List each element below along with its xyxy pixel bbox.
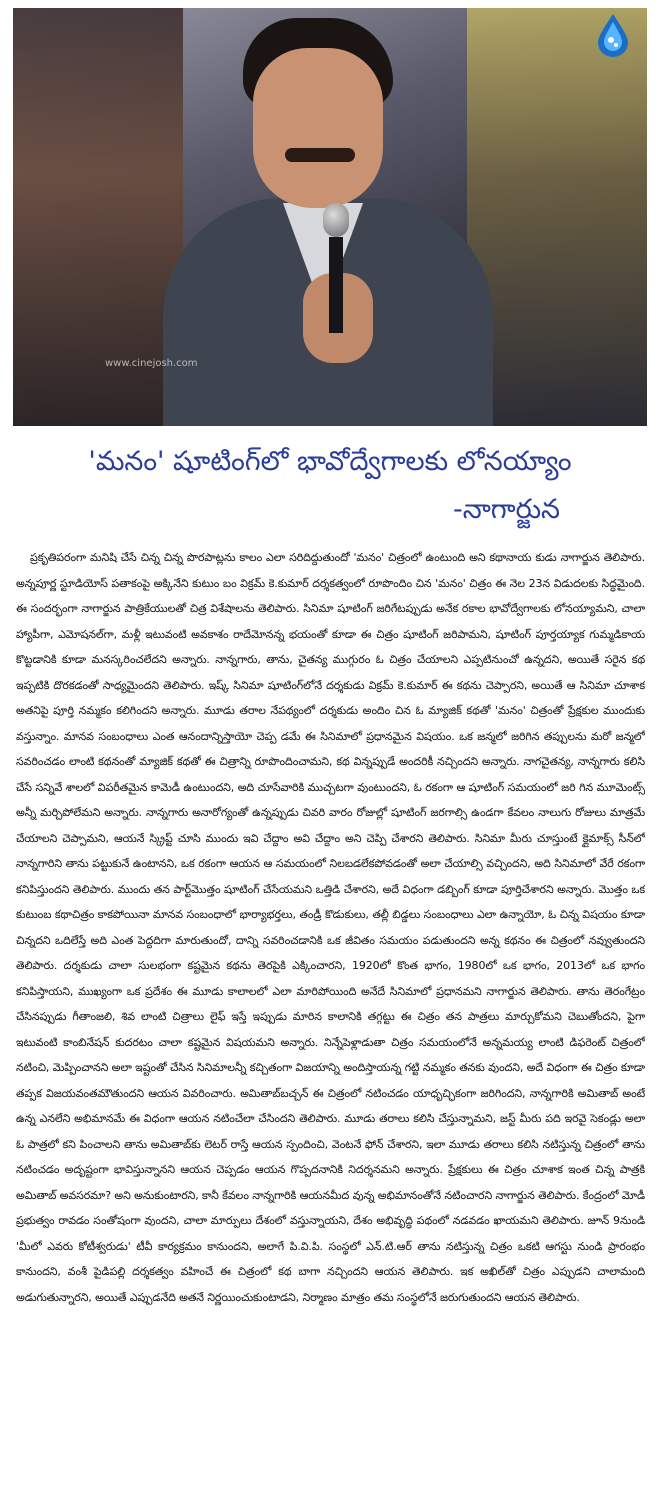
photo-watermark: www.cinejosh.com (105, 358, 198, 369)
microphone-handle (329, 237, 343, 333)
microphone-icon (323, 203, 349, 333)
hero-photo (13, 8, 647, 426)
headline-title: 'మనం' షూటింగ్‌లో భావోద్వేగాలకు లోనయ్యాం (88, 446, 572, 477)
article-headline (0, 438, 660, 534)
drop-logo-icon[interactable] (590, 12, 636, 58)
microphone-head (323, 203, 349, 237)
person-face (253, 48, 383, 208)
photo-background-right (467, 8, 647, 426)
drop-logo-svg (590, 12, 636, 58)
headline-byline: -నాగార్జున (453, 494, 560, 525)
person-moustache (285, 148, 355, 162)
article-body: ప్రకృతిపరంగా మనిషి చేసే చిన్న చిన్న పొరపాట్లను కాలం ఎలా సరిదిద్దుతుందో 'మనం' చిత్రంలో ఉంటుంది అని కథానాయ కుడు నాగార్జున తెలిపారు. అన్నపూర్ణ స్టూడియోస్ పతాకంపై అక్కినేని కుటుం బం విక్రమ్ కె.కుమార్ దర్శకత్వంలో రూపొందిం చిన 'మనం' చిత్రం ఈ నెల 23న విడుదలకు సిద్ధమైంది. ఈ సందర్భంగా నాగార్జున పాత్రికేయులతో చిత్ర విశేషాలను తెలిపారు. సినిమా షూటింగ్ జరిగేటప్పుడు అనేక రకాల భావోద్వేగాలకు లోనయ్యామని, చాలా హ్యాపీగా, ఎమోషనల్‌గా, మళ్లీ ఇటువంటి అవకాశం రాదేమోనన్న భయంతో కూడా ఈ చిత్రం షూటింగ్ జరిపామని, షూటింగ్ పూర్తయ్యాక గుమ్మడికాయ కొట్టడానికి కూడా మనస్కరించలేదని అన్నారు. నాన్నగారు, తాను, చైతన్య ముగ్గురం ఓ చిత్రం చేయాలని ఎప్పటినుంచో ఉన్నదని, అయితే సరైన కథ ఇప్పటికి దొరకడంతో సాధ్యమైందని తెలిపారు. ఇష్క్ సినిమా షూటింగ్‌లోనే దర్శకుడు విక్రమ్ కె.కుమార్ ఈ కథను చెప్పారని, అయితే ఆ సినిమా చూశాక అతనిపై పూర్తి నమ్మకం కలిగిందని అన్నారు. మూడు తరాల నేపథ్యంలో దర్శకుడు అందిం చిన ఓ మ్యాజిక్ కథతో 'మనం' చిత్రంతో ప్రేక్షకుల ముందుకు వస్తున్నాం. మానవ సంబంధాలు ఎంత ఆనందాన్నిస్తాయో చెప్ప డమే ఈ సినిమాలో ప్రధానమైన విషయం. ఒక జన్మలో జరిగిన తప్పులను మరో జన్మలో సవరించడం లాంటి కథనంతో మ్యాజిక్ కథతో ఈ చిత్రాన్ని రూపొందించామని, కథ విన్నప్పుడే అందరికీ నచ్చిందని అన్నారు. నాగచైతన్య, నాన్నగారు కలిసి చేసే సన్నివే శాలలో విపరీతమైన కామెడీ ఉంటుందని, అది చూసేవారికి ముచ్చటగా వుంటుందని, ఓ రకంగా ఆ షూటింగ్ సమయంలో జరి గిన మూమెంట్స్ అన్నీ మర్చిపోలేమని అన్నారు. నాన్నగారు అనారోగ్యంతో ఉన్నప్పుడు చివరి వారం రోజుల్లో షూటింగ్ జరగాల్సి ఉండగా కేవలం నాలుగు రోజులు మాత్రమే చేయాలని చెప్పామని, ఆయనే స్క్రిప్ట్ చూసి ముందు ఇవి చేద్దాం అవి చేద్దాం అని చెప్పి చేశారని తెలిపారు. సినిమా మీరు చూస్తుంటే క్లైమాక్స్ సీన్‌లో నాన్నగారిని తాను పట్టుకునే ఉంటానని, ఒక రకంగా ఆయన ఆ సమయంలో నిలబడలేకపోవడంతో అలా చేయాల్సి వచ్చిందని, అది సినిమాలో వేరే రకంగా కనిపిస్తుందని తెలిపారు. ముందు తన పార్ట్‌మొత్తం షూటింగ్ చేసేయమని ఒత్తిడి చేశారని, అదే విధంగా డబ్బింగ్ కూడా పూర్తిచేశారని అన్నారు. మొత్తం ఒక కుటుంబ కథాచిత్రం కాకపోయినా మానవ సంబంధాలో భార్యాభర్తలు, తండ్రీ కొడుకులు, తల్లీ బిడ్డలు సంబంధాలు ఎలా ఉన్నాయో, ఓ చిన్న విషయం కూడా చిన్నదని ఒదిలేస్తే అది ఎంత పెద్దదిగా మారుతుందో, దాన్ని సవరించడానికి ఒక జీవితం సమయం పడుతుందని అన్న కథనం ఈ చిత్రంలో నవ్వుతుందని తెలిపారు. దర్శకుడు చాలా సులభంగా కష్టమైన కథను తెరపైకి ఎక్కించారని, 1920లో కొంత భాగం, 1980లో ఒక భాగం, 2013లో ఒక భాగం కనిపిస్తాయని, ముఖ్యంగా ఒక ప్రదేశం ఈ మూడు కాలాలలో ఎలా మారిపోయింది అనేదే సినిమాలో ప్రధానమని నాగార్జున తెలిపారు. తాను తెరంగేట్రం చేసినప్పుడు గీతాంజలి, శివ లాంటి చిత్రాలు లైఫ్ ఇస్తే ఇప్పుడు మారిన కాలానికి తగ్గట్టు ఈ చిత్రం తన పాత్రలు మార్చుకోమని చెబుతోందని, పైగా ఇటువంటి కాంబినేషన్ కుదరటం చాలా కష్టమైన విషయమని అన్నారు. నిన్నేపెళ్లాడుతా చిత్రం సమయంలోనే అన్నమయ్య లాంటి డిఫరెంట్ చిత్రంలో నటించి, మెప్పించానని అలా ఇష్టంతో చేసిన సినిమాలన్నీ కచ్చితంగా విజయాన్ని అందిస్తాయన్న గట్టి నమ్మకం తనకు వుందని, అదే విధంగా ఈ చిత్రం కూడా తప్పక విజయవంతమౌతుందని ఆయన వివరించారు. అమితాబ్‌బచ్చన్ ఈ చిత్రంలో నటించడం యాధృచ్ఛికంగా జరిగిందని, నాన్నగారికి అమితాబ్ అంటే ఉన్న ఎనలేని అభిమానమే ఈ విధంగా ఆయన నటించేలా చేసిందని తెలిపారు. మూడు తరాలు కలిసి చేస్తున్నామని, జస్ట్ మీరు పది ఇరవై సెకండ్లు అలా ఓ పాత్రలో కని పించాలని తాను అమితాబ్‌కు లెటర్ రాస్తే ఆయన స్పందించి, వెంటనే ఫోన్ చేశారని, ఇలా మూడు తరాలు కలిసి నటిస్తున్న చిత్రంలో తాను నటించడం అదృష్టంగా భావిస్తున్నానని ఆయన చెప్పడం ఆయన గొప్పదనానికి నిదర్శనమని అన్నారు. ప్రేక్షకులు ఈ చిత్రం చూశాక ఇంత చిన్న పాత్రకి అమితాబ్ అవసరమా? అని అనుకుంటారని, కానీ కేవలం నాన్నగారికి ఆయనమీద వున్న అభిమానంతోనే నటించారని నాగార్జున తెలిపారు. కేంద్రంలో మోడీ ప్రభుత్వం రావడం సంతోషంగా వుందని, చాలా మార్పులు దేశంలో వస్తున్నాయని, దేశం అభివృద్ధి పథంలో నడవడం ఖాయమని తెలిపారు. జూన్ 9నుండి 'మీలో ఎవరు కోటీశ్వరుడు' టీవీ కార్యక్రమం కానుందని, అలాగే పి.వి.పి. సంస్థలో ఎన్.టి.ఆర్ తాను నటిస్తున్న చిత్రం ఒకటి ఆగస్టు నుండి ప్రారంభం కానుందని, వంశీ పైడిపల్లి దర్శకత్వం వహించే ఈ చిత్రంలో కథ బాగా నచ్చిందని ఆయన తెలిపారు. ఇక అఖిల్‌తో చిత్రం ఎప్పుడని చాలామంది అడుగుతున్నారని, అయితే ఎప్పుడనేది అతనే నిర్ణయించుకుంటాడని, నిర్మాణం మాత్రం తమ సంస్థలోనే జరుగుతుందని ఆయన తెలిపారు. (16, 551, 645, 1304)
